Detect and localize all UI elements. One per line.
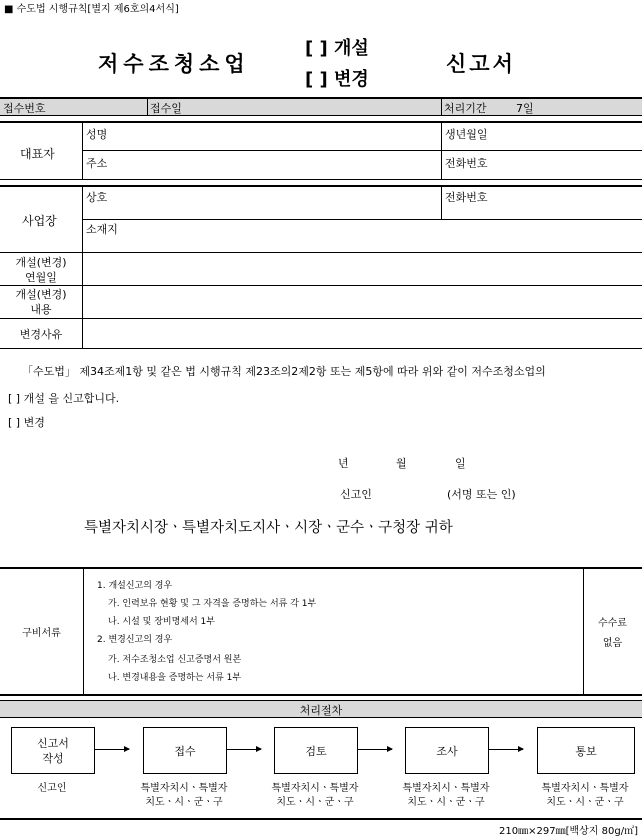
step-label: 검토 bbox=[305, 744, 327, 758]
business-label: 사업장 bbox=[22, 214, 57, 228]
step-actor: 특별자치시ㆍ특별자 치도ㆍ시ㆍ군ㆍ구 bbox=[541, 783, 629, 808]
form-reference: ■ 수도법 시행규칙[별지 제6호의4서식] bbox=[4, 4, 179, 15]
representative-label: 대표자 bbox=[20, 147, 55, 161]
representative-phone-field[interactable]: 전화번호 bbox=[445, 157, 488, 170]
arrow-icon bbox=[227, 749, 261, 750]
receipt-number-label: 접수번호 bbox=[3, 102, 46, 115]
arrow-icon bbox=[95, 749, 129, 750]
documents-label: 구비서류 bbox=[22, 628, 61, 639]
processing-period-value: 7일 bbox=[516, 102, 534, 115]
doc-line: 2. 변경신고의 경우 bbox=[97, 635, 173, 645]
doc-line: 가. 저수조청소업 신고증명서 원본 bbox=[108, 655, 242, 665]
year-label: 년 bbox=[338, 457, 349, 470]
name-field[interactable]: 성명 bbox=[86, 128, 108, 141]
step-write-form bbox=[11, 727, 95, 774]
statement-text: 「수도법」 제34조제1항 및 같은 법 시행규칙 제23조의2제2항 또는 제5항에 따라 위와 같이 저수조청소업의 bbox=[22, 365, 546, 378]
addressee: 특별자치시장ㆍ특별자치도지사ㆍ시장ㆍ군수ㆍ구청장 귀하 bbox=[84, 520, 453, 536]
paper-spec: 210㎜×297㎜[백상지 80g/㎡] bbox=[499, 826, 638, 837]
change-reason-field[interactable] bbox=[84, 320, 640, 347]
step-label: 신고서 작성 bbox=[37, 736, 69, 765]
fee-value: 없음 bbox=[602, 638, 623, 649]
change-date-field[interactable] bbox=[84, 254, 640, 284]
form-title-suffix: 신고서 bbox=[446, 52, 516, 76]
birth-date-field[interactable]: 생년월일 bbox=[445, 128, 488, 141]
month-label: 월 bbox=[396, 457, 407, 470]
form-title: 저수조청소업 bbox=[98, 52, 250, 76]
location-field[interactable]: 소재지 bbox=[86, 223, 118, 236]
day-label: 일 bbox=[455, 457, 466, 470]
procedure-title: 처리절차 bbox=[299, 704, 343, 717]
arrow-icon bbox=[489, 749, 523, 750]
title-option-change: [ ] 변경 bbox=[305, 69, 369, 90]
doc-line: 나. 변경내용을 증명하는 서류 1부 bbox=[108, 673, 242, 683]
step-actor: 신고인 bbox=[37, 783, 67, 794]
step-review bbox=[274, 727, 358, 774]
step-label: 통보 bbox=[575, 744, 597, 758]
title-option-open: [ ] 개설 bbox=[305, 38, 369, 59]
change-content-label: 개설(변경) 내용 bbox=[15, 288, 67, 316]
step-label: 접수 bbox=[174, 744, 196, 758]
step-actor: 특별자치시ㆍ특별자 치도ㆍ시ㆍ군ㆍ구 bbox=[402, 783, 490, 808]
doc-line: 나. 시설 및 장비명세서 1부 bbox=[108, 617, 215, 627]
trade-name-field[interactable]: 상호 bbox=[86, 191, 108, 204]
statement-option-change[interactable]: [ ] 변경 bbox=[8, 416, 45, 429]
processing-period-label: 처리기간 bbox=[444, 102, 487, 115]
change-reason-label: 변경사유 bbox=[19, 328, 63, 341]
step-label: 조사 bbox=[436, 744, 458, 758]
step-inspection bbox=[405, 727, 489, 774]
step-receipt bbox=[143, 727, 227, 774]
receipt-bar bbox=[0, 97, 642, 115]
address-field[interactable]: 주소 bbox=[86, 157, 108, 170]
statement-option-open[interactable]: [ ] 개설 을 신고합니다. bbox=[8, 392, 120, 405]
applicant-label: 신고인 bbox=[340, 488, 372, 501]
doc-line: 1. 개설신고의 경우 bbox=[97, 581, 173, 591]
receipt-date-label: 접수일 bbox=[150, 102, 182, 115]
change-date-label: 개설(변경) 연월일 bbox=[15, 256, 67, 284]
signature-hint[interactable]: (서명 또는 인) bbox=[447, 488, 516, 501]
step-actor: 특별자치시ㆍ특별자 치도ㆍ시ㆍ군ㆍ구 bbox=[140, 783, 228, 808]
arrow-icon bbox=[358, 749, 392, 750]
change-content-field[interactable] bbox=[84, 287, 640, 317]
step-actor: 특별자치시ㆍ특별자 치도ㆍ시ㆍ군ㆍ구 bbox=[271, 783, 359, 808]
fee-label: 수수료 bbox=[598, 618, 627, 629]
doc-line: 가. 인력보유 현황 및 그 자격을 증명하는 서류 각 1부 bbox=[108, 599, 317, 609]
business-phone-field[interactable]: 전화번호 bbox=[445, 191, 488, 204]
step-notification bbox=[537, 727, 635, 774]
